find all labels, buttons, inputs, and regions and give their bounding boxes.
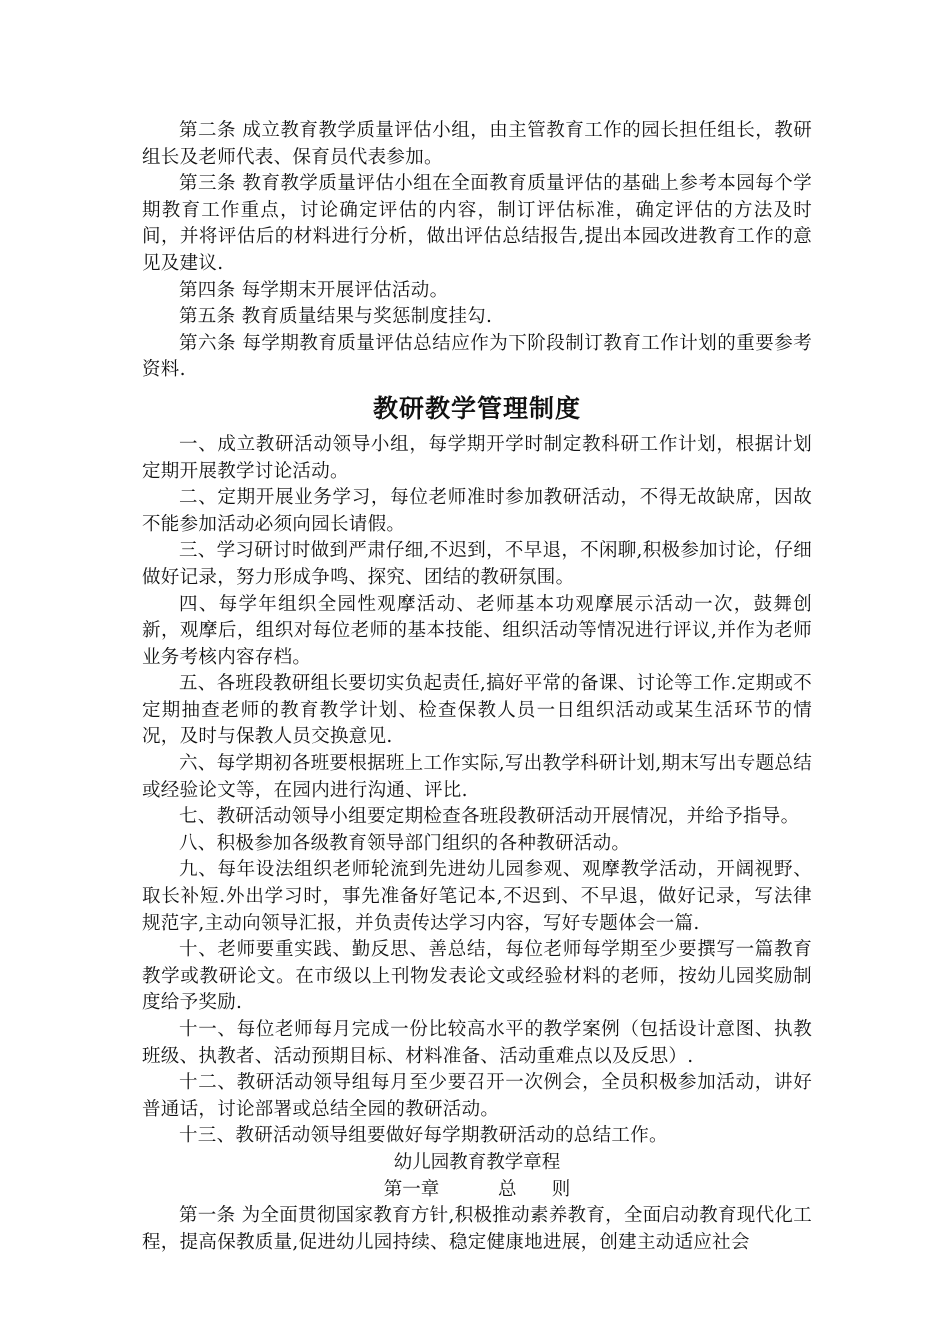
section-title: 教研教学管理制度	[372, 393, 581, 423]
charter-article-1: 第一条 为全面贯彻国家教育方针,积极推动素养教育，全面启动教育现代化工程，提高保教质量,促进幼儿园持续、稳定健康地进展，创建主动适应社会	[142, 1205, 812, 1253]
article-2: 第二条 成立教育教学质量评估小组，由主管教育工作的园长担任组长，教研组长及老师代表、保育员代表参加。	[142, 120, 812, 168]
article-4: 第四条 每学期末开展评估活动。	[179, 279, 449, 301]
rule-2: 二、定期开展业务学习，每位老师准时参加教研活动，不得无故缺席，因故不能参加活动必须向园长请假。	[142, 487, 812, 535]
rule-5: 五、各班段教研组长要切实负起责任,搞好平常的备课、讨论等工作.定期或不定期抽查老师的教育教学计划、检查保教人员一日组织活动或某生活环节的情况，及时与保教人员交换意见.	[142, 673, 812, 748]
rule-1: 一、成立教研活动领导小组，每学期开学时制定教科研工作计划，根据计划定期开展教学讨论活动。	[142, 433, 812, 482]
rule-4: 四、每学年组织全园性观摩活动、老师基本功观摩展示活动一次，鼓舞创新，观摩后，组织对每位老师的基本技能、组织活动等情况进行评议,并作为老师业务考核内容存档。	[142, 593, 812, 668]
document-page	[142, 118, 812, 1256]
rule-9: 九、每年设法组织老师轮流到先进幼儿园参观、观摩教学活动，开阔视野、取长补短.外出学习时，事先准备好笔记本,不迟到、不早退，做好记录，写法律规范字,主动向领导汇报，并负责传达学习内容，写好专题体会一篇.	[142, 859, 812, 934]
rule-7: 七、教研活动领导小组要定期检查各班段教研活动开展情况，并给予指导。	[179, 806, 800, 828]
article-5: 第五条 教育质量结果与奖惩制度挂勾.	[179, 306, 493, 328]
article-6: 第六条 每学期教育质量评估总结应作为下阶段制订教育工作计划的重要参考资料.	[142, 332, 812, 381]
rule-13: 十三、教研活动领导组要做好每学期教研活动的总结工作。	[179, 1125, 668, 1147]
article-3: 第三条 教育教学质量评估小组在全面教育质量评估的基础上参考本园每个学期教育工作重点，讨论确定评估的内容，制订评估标准，确定评估的方法及时间，并将评估后的材料进行分析，做出评估总结报告,提出本园改进教育工作的意见及建议.	[142, 173, 812, 274]
rule-3: 三、学习研讨时做到严肃仔细,不迟到，不早退，不闲聊,积极参加讨论，仔细做好记录，努力形成争鸣、探究、团结的教研氛围。	[142, 540, 812, 588]
rule-8: 八、积极参加各级教育领导部门组织的各种教研活动。	[179, 832, 631, 854]
rule-6: 六、每学期初各班要根据班上工作实际,写出教学科研计划,期末写出专题总结或经验论文等，在园内进行沟通、评比.	[142, 753, 812, 801]
rule-12: 十二、教研活动领导组每月至少要召开一次例会，全员积极参加活动，讲好普通话，讨论部署或总结全园的教研活动。	[142, 1072, 812, 1120]
rule-11: 十一、每位老师每月完成一份比较高水平的教学案例（包括设计意图、执教班级、执教者、活动预期目标、材料准备、活动重难点以及反思）.	[142, 1019, 812, 1067]
charter-title: 幼儿园教育教学章程	[393, 1151, 561, 1173]
chapter-heading: 第一章 总 则	[383, 1178, 571, 1200]
rule-10: 十、老师要重实践、勤反思、善总结，每位老师每学期至少要撰写一篇教育教学或教研论文。在市级以上刊物发表论文或经验材料的老师，按幼儿园奖励制度给予奖励.	[142, 939, 812, 1014]
